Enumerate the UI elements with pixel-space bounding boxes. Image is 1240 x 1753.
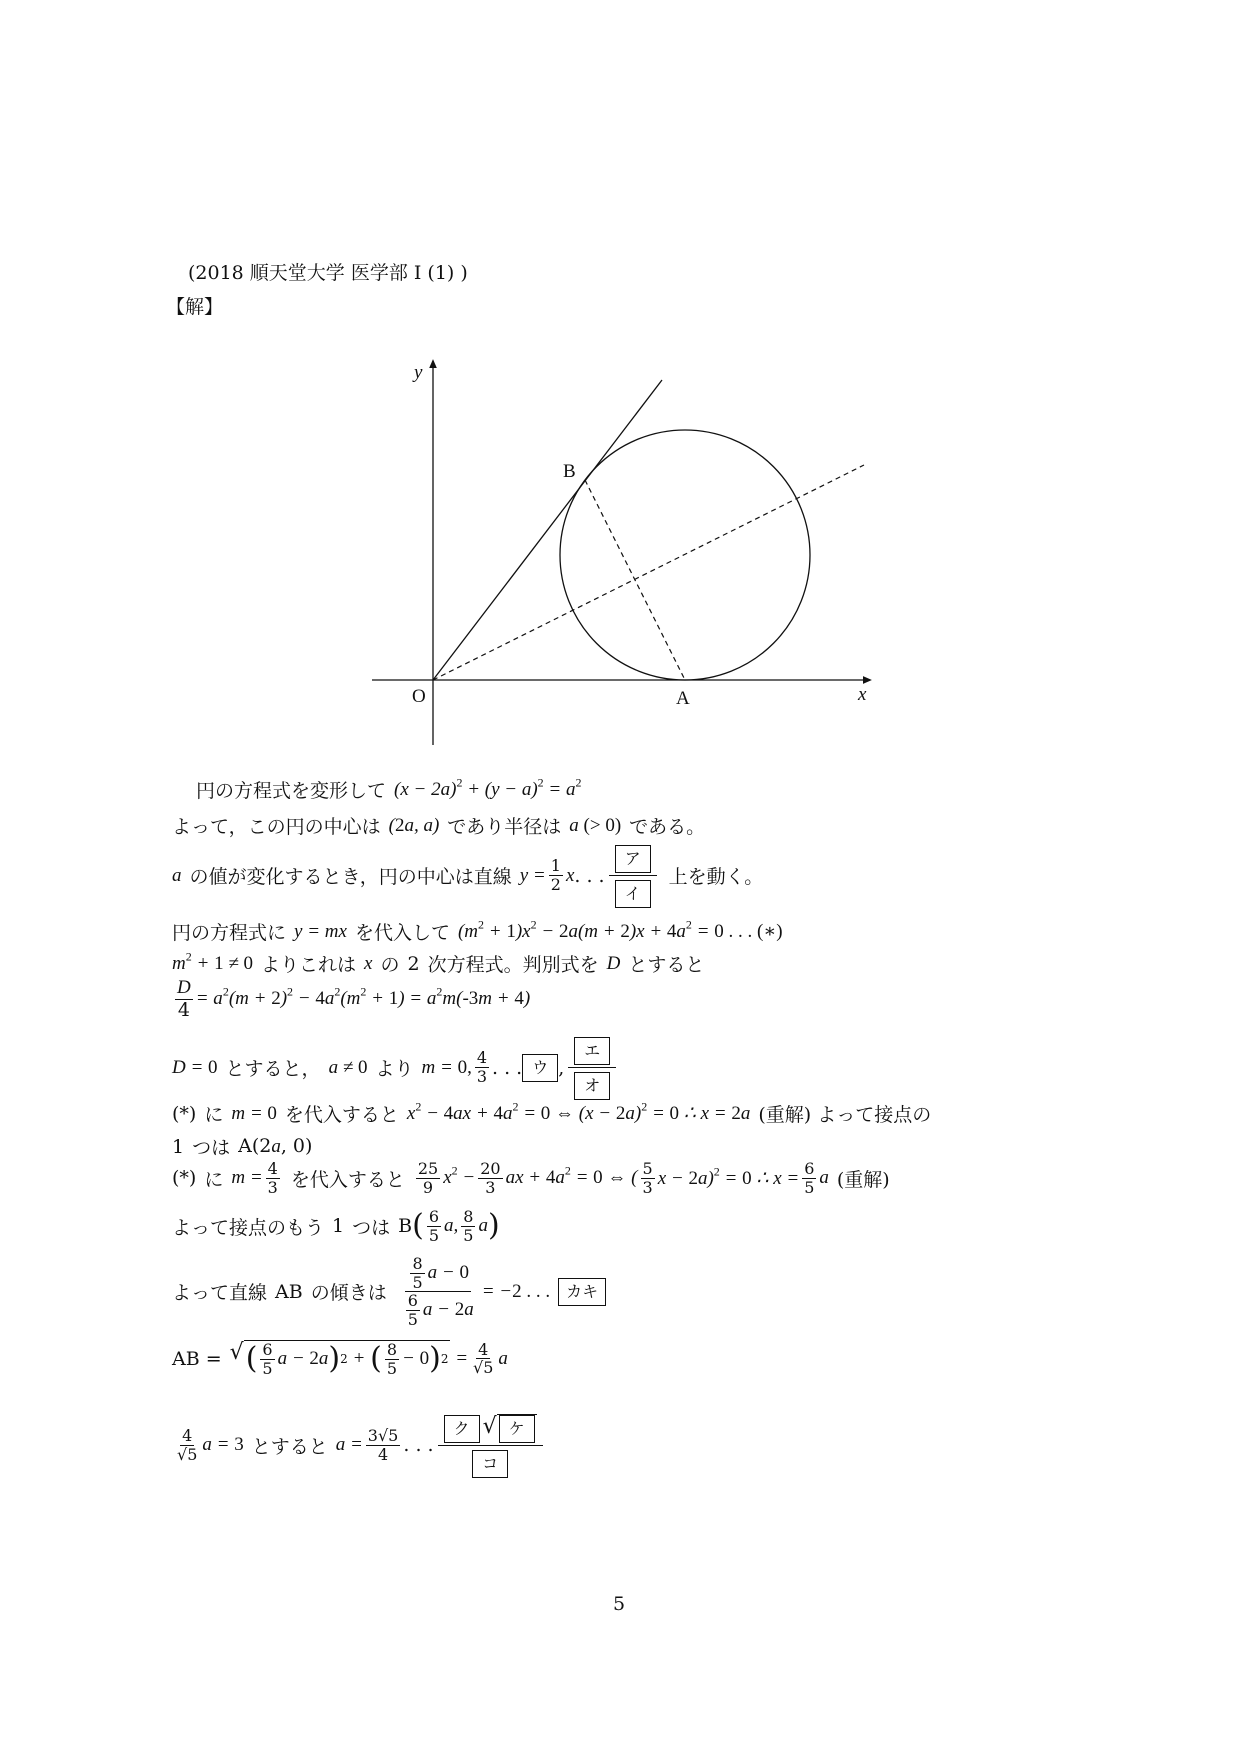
answer-box-ke: ケ — [499, 1415, 535, 1443]
answer-box-o: オ — [574, 1072, 610, 1100]
solution-label: 【解】 — [166, 296, 224, 318]
line-8: (*) に m = 0 を代入すると $x^2 - 4ax + 4a^2 = 0$ ⇔ $(x - 2a)^2 = 0$ ∴ x = 2a (重解) よって接点の — [172, 1099, 932, 1126]
circle-tangent-figure — [0, 0, 1240, 760]
line-14: $\frac{4}{√5}$ a = 3 とすると a = $\frac{3√5}{4}$ . . . ク √ ケ コ — [172, 1412, 547, 1478]
answer-box-ko: コ — [472, 1450, 508, 1478]
label-y: y — [414, 362, 423, 383]
line-11: よって接点のもう 1 つは B ( $\frac{6}{5}$ a, $\frac{8}{5}$ a ) — [172, 1207, 500, 1245]
line-9: 1 つは A(2a, 0) — [172, 1135, 313, 1159]
page-number: 5 — [613, 1593, 626, 1615]
label-A: A — [676, 688, 690, 709]
answer-box-a: ア — [615, 845, 651, 873]
line-5: $m^2 + 1 \ne 0$ よりこれは x の 2 次方程式。判別式を D とすると — [172, 949, 705, 976]
answer-box-e: エ — [574, 1037, 610, 1065]
label-O: O — [412, 686, 426, 707]
answer-box-kaki: カキ — [558, 1278, 606, 1306]
line-4: 円の方程式に y = mx を代入して $(m^2 + 1)x^2 - 2a(m + 2)x + 4a^2 = 0$ . . . (∗) — [172, 917, 783, 944]
line-1: 円の方程式を変形して $(x - 2a)^2 + (y - a)^2 = a^2$ — [196, 775, 582, 802]
label-x: x — [858, 684, 867, 705]
label-B: B — [563, 461, 576, 482]
line-12: よって直線 AB の傾きは $\frac{8}{5}$ a − 0 $\frac{6}{5}$ a − 2a = −2 . . . カキ — [172, 1255, 606, 1328]
line-10: (*) に m = $\frac{4}{3}$ を代入すると $\frac{25}{9}$ $x^2$ − $\frac{20}{3}$ ax + $4a^2 = 0$ ⇔ ( $\frac{5}{3}$ x − 2a)$^2$ = 0 ∴ x = $\frac{6}{5}$ a (重解) — [172, 1159, 890, 1197]
line-2: よって，この円の中心は (2a, a) であり半径は a (> 0) である。 — [172, 814, 706, 838]
line-7: D = 0 とすると， a ≠ 0 より m = 0, $\frac{4}{3}$ . . . ウ , $\frac{\text{エ}}{\text{オ}}$ — [172, 1035, 620, 1100]
circle — [560, 430, 810, 680]
center-line — [433, 465, 864, 680]
answer-box-u: ウ — [522, 1054, 558, 1082]
line-6: $\frac{D}{4}$ = $a^2(m + 2)^2 - 4a^2(m^2 + 1) = a^2m(-3m + 4)$ — [177, 977, 531, 1021]
answer-box-ku: ク — [444, 1415, 480, 1443]
line-3: a の値が変化するとき，円の中心は直線 y = $\frac{1}{2}$ x . . . $\frac{\text{ア}}{\text{イ}}$ 上を動く。 — [172, 843, 763, 908]
source-citation: (2018 順天堂大学 医学部 I (1) ) — [188, 262, 468, 284]
tangent-line-OB — [433, 380, 662, 680]
answer-box-i: イ — [615, 880, 651, 908]
chord-AB — [585, 480, 685, 680]
line-13: AB = √ ( $\frac{6}{5}$ a − 2a ) 2 + ( $\frac{8}{5}$ − 0 ) 2 = $\frac{4}{√5}$ a — [172, 1339, 508, 1378]
